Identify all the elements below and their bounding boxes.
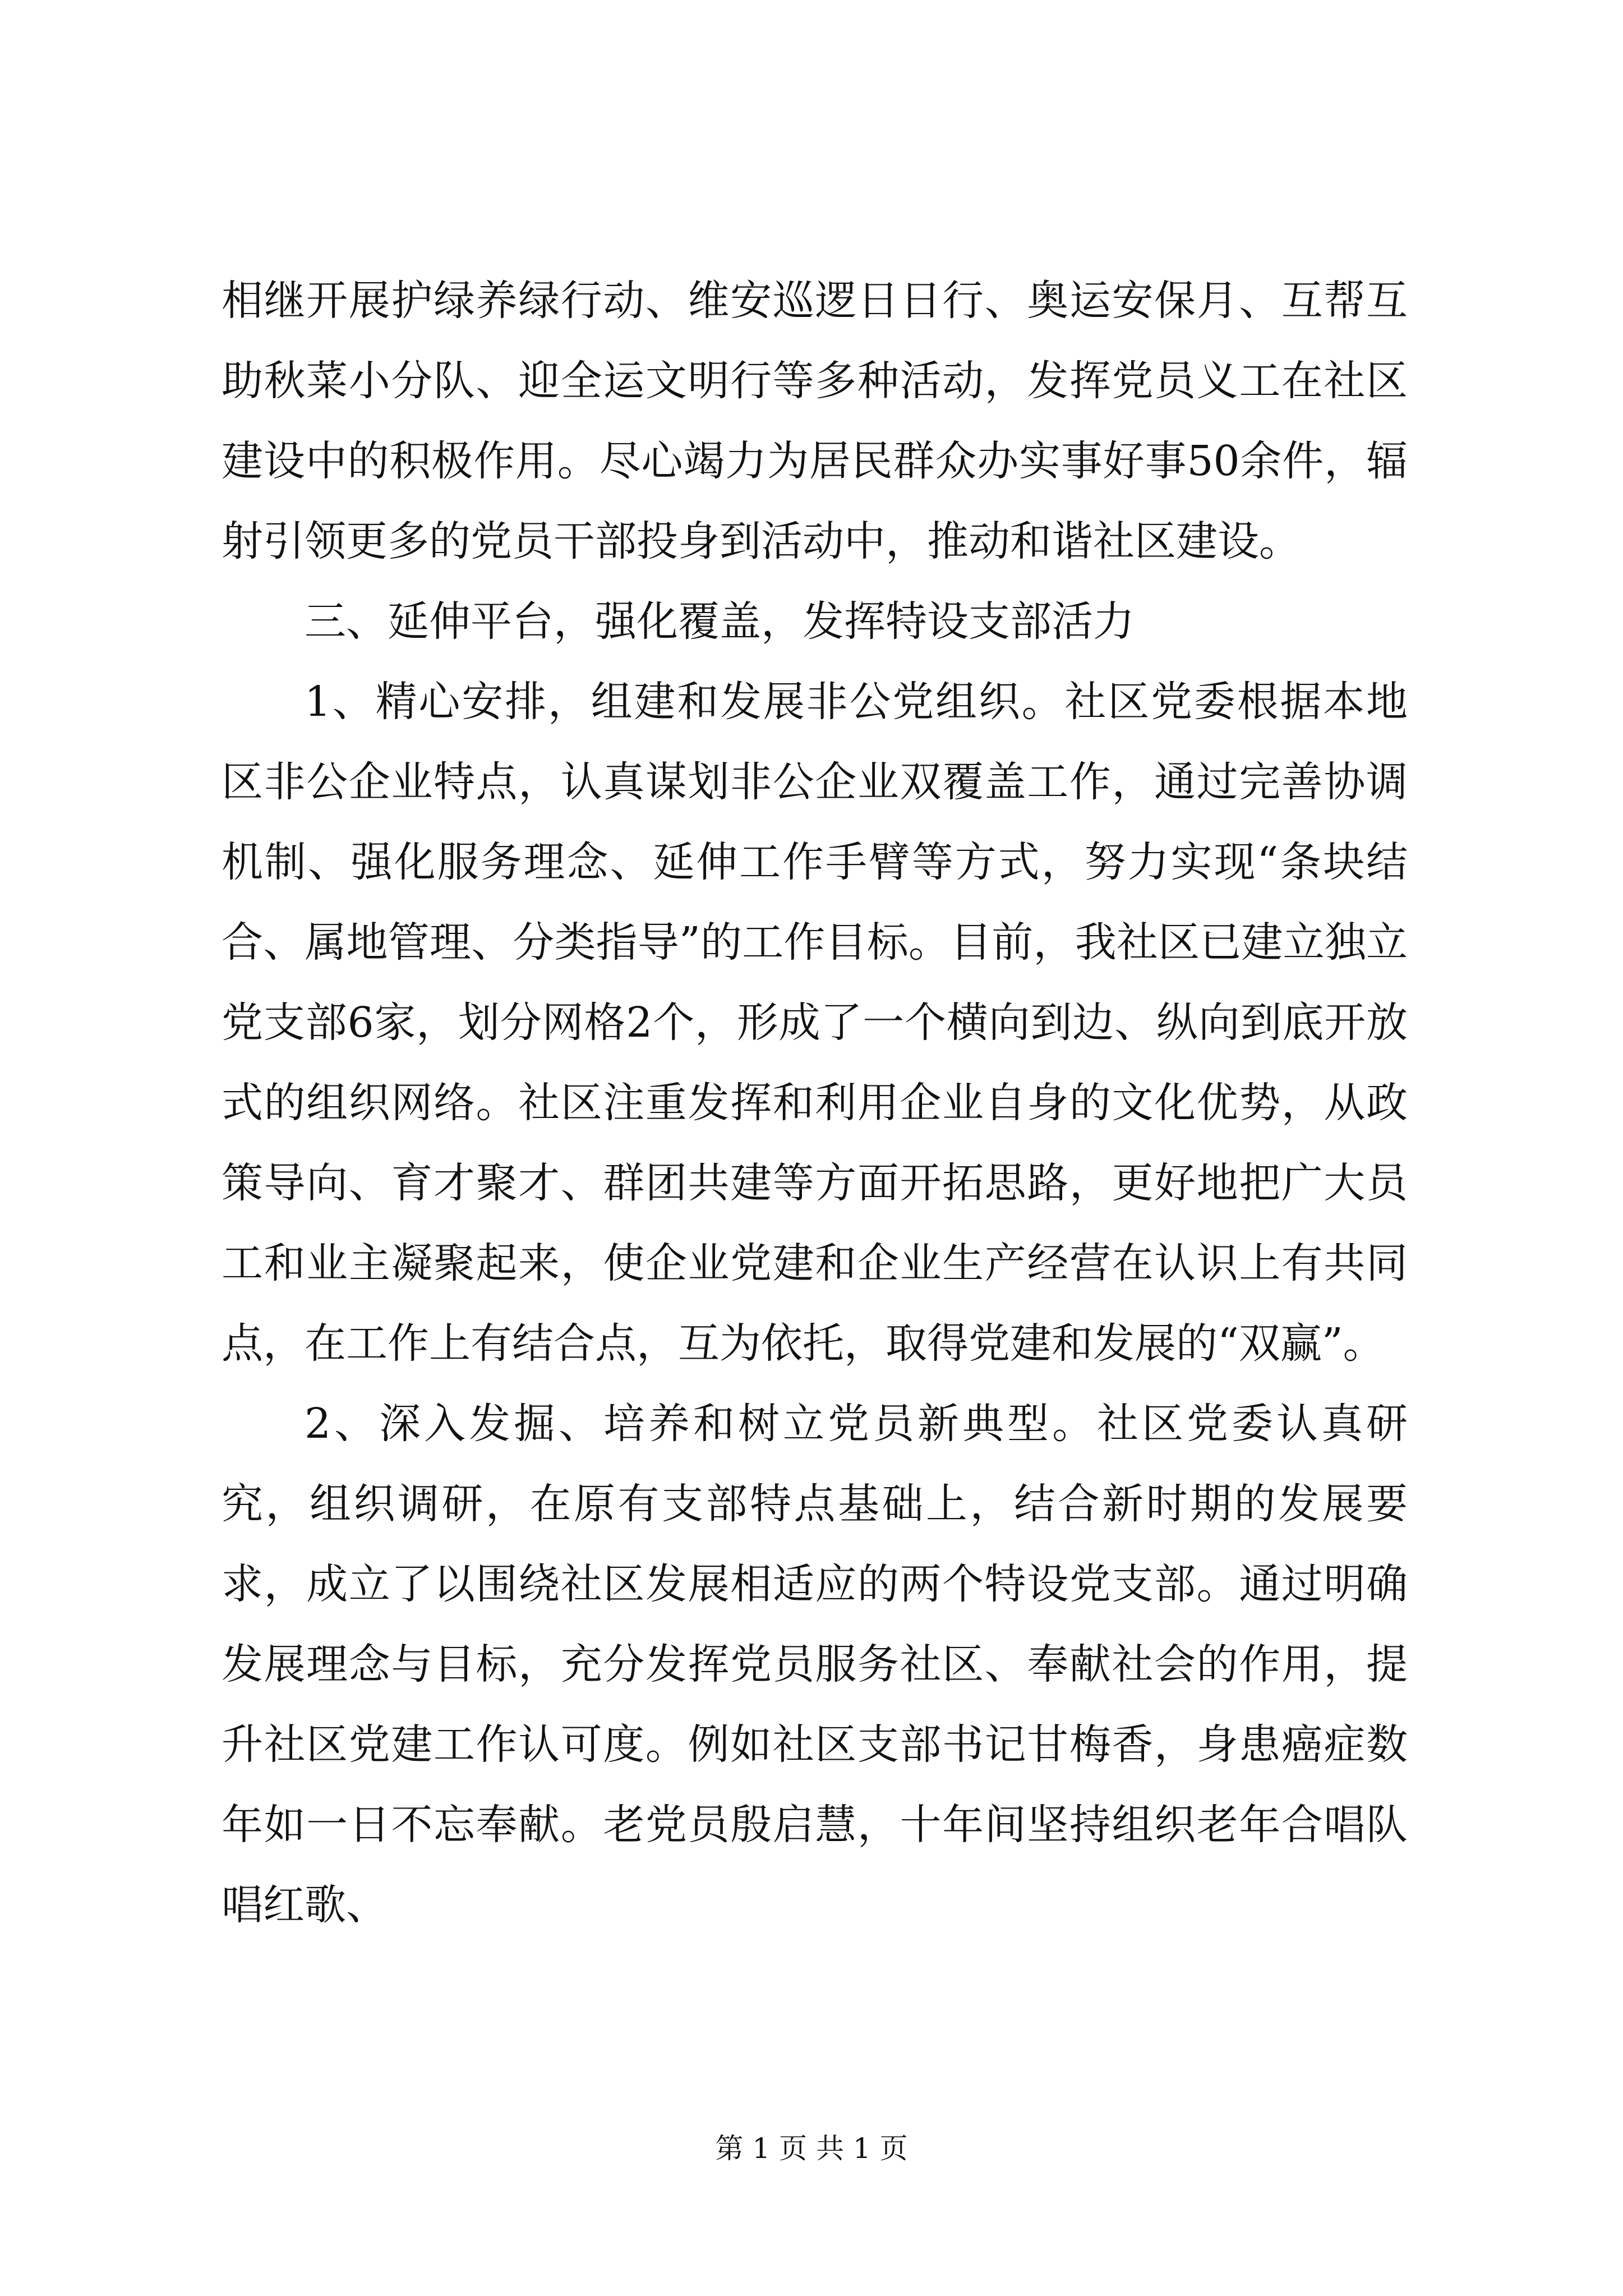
paragraph-activities-continued: 相继开展护绿养绿行动、维安巡逻日日行、奥运安保月、互帮互助秋菜小分队、迎全运文明行等多种活动，发挥党员义工在社区建设中的积极作用。尽心竭力为居民群众办实事好事50余件，辐射引领更多的党员干部投身到活动中，推动和谐社区建设。 [222, 277, 1408, 565]
document-body [222, 261, 1408, 1945]
section-heading-three: 三、延伸平台，强化覆盖，发挥特设支部活力 [305, 597, 1135, 646]
page-footer [0, 2126, 1623, 2166]
paragraph-new-party-member-models: 2、深入发掘、培养和树立党员新典型。社区党委认真研究，组织调研，在原有支部特点基础上，结合新时期的发展要求，成立了以围绕社区发展相适应的两个特设党支部。通过明确发展理念与目标，充分发挥党员服务社区、奉献社会的作用，提升社区党建工作认可度。例如社区支部书记甘梅香，身患癌症数年如一日不忘奉献。老党员殷启慧，十年间坚持组织老年合唱队唱红歌、 [222, 1400, 1408, 1929]
paragraph-non-public-party-organizations: 1、精心安排，组建和发展非公党组织。社区党委根据本地区非公企业特点，认真谋划非公企业双覆盖工作，通过完善协调机制、强化服务理念、延伸工作手臂等方式，努力实现“条块结合、属地管理、分类指导”的工作目标。目前，我社区已建立独立党支部6家，划分网格2个，形成了一个横向到边、纵向到底开放式的组织网络。社区注重发挥和利用企业自身的文化优势，从政策导向、育才聚才、群团共建等方面开拓思路，更好地把广大员工和业主凝聚起来，使企业党建和企业生产经营在认识上有共同点，在工作上有结合点，互为依托，取得党建和发展的“双赢”。 [222, 678, 1408, 1368]
page-number-label: 第 1 页 共 1 页 [715, 2132, 908, 2165]
